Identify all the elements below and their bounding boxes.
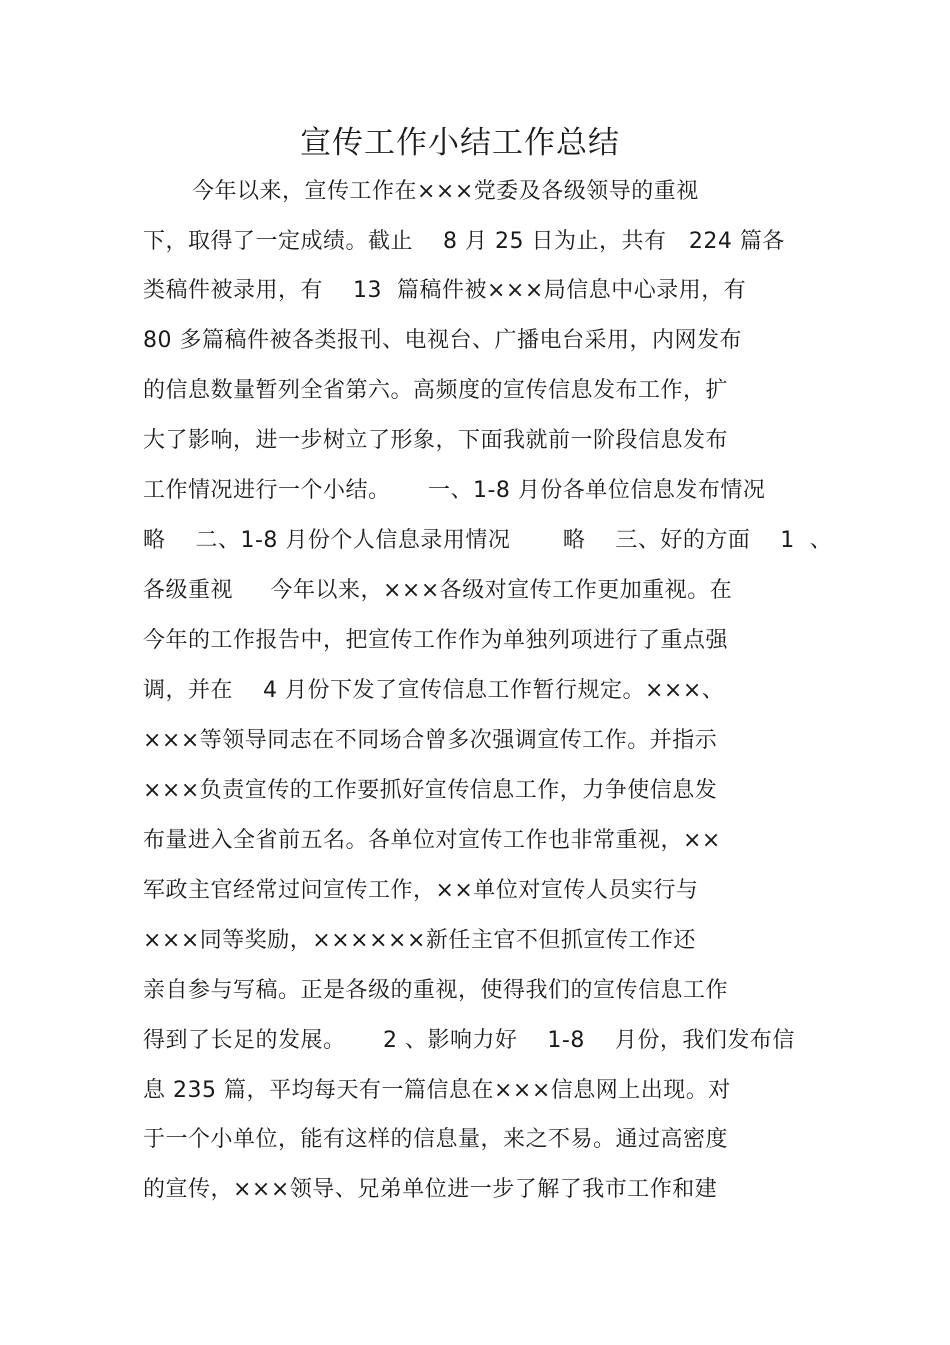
document-title: 宣传工作小结工作总结 — [300, 125, 620, 161]
body-line-19: 息 235 篇，平均每天有一篇信息在×××信息网上出现。对 — [143, 1078, 731, 1103]
body-line-6: 大了影响，进一步树立了形象，下面我就前一阶段信息发布 — [143, 428, 729, 453]
body-line-4: 80 多篇稿件被各类报刊、电视台、广播电台采用，内网发布 — [143, 328, 742, 353]
body-line-15: 军政主官经常过问宣传工作，××单位对宣传人员实行与 — [143, 878, 699, 903]
body-line-1: 今年以来，宣传工作在×××党委及各级领导的重视 — [192, 179, 699, 204]
body-line-9: 各级重视 今年以来，×××各级对宣传工作更加重视。在 — [143, 578, 733, 603]
body-line-16: ×××同等奖励，××××××新任主官不但抓宣传工作还 — [143, 928, 696, 953]
body-line-2: 下，取得了一定成绩。截止 8 月 25 日为止，共有 224 篇各 — [143, 229, 785, 254]
body-line-10: 今年的工作报告中，把宣传工作作为单独列项进行了重点强 — [143, 628, 729, 653]
body-line-21: 的宣传，×××领导、兄弟单位进一步了解了我市工作和建 — [143, 1177, 718, 1202]
body-line-13: ×××负责宣传的工作要抓好宣传信息工作，力争使信息发 — [143, 778, 718, 803]
body-line-18: 得到了长足的发展。 2 、影响力好 1-8 月份，我们发布信 — [143, 1028, 795, 1053]
body-line-20: 于一个小单位，能有这样的信息量，来之不易。通过高密度 — [143, 1127, 729, 1152]
body-line-3: 类稿件被录用，有 13 篇稿件被×××局信息中心录用，有 — [143, 278, 747, 303]
body-line-8: 略 二、1-8 月份个人信息录用情况 略 三、好的方面 1 、 — [143, 528, 833, 553]
body-line-11: 调，并在 4 月份下发了宣传信息工作暂行规定。×××、 — [143, 678, 725, 703]
body-line-5: 的信息数量暂列全省第六。高频度的宣传信息发布工作，扩 — [143, 378, 729, 403]
body-line-14: 布量进入全省前五名。各单位对宣传工作也非常重视，×× — [143, 828, 721, 853]
body-line-7: 工作情况进行一个小结。 一、1-8 月份各单位信息发布情况 — [143, 478, 766, 503]
body-line-17: 亲自参与写稿。正是各级的重视，使得我们的宣传信息工作 — [143, 978, 729, 1003]
body-line-12: ×××等领导同志在不同场合曾多次强调宣传工作。并指示 — [143, 728, 718, 753]
